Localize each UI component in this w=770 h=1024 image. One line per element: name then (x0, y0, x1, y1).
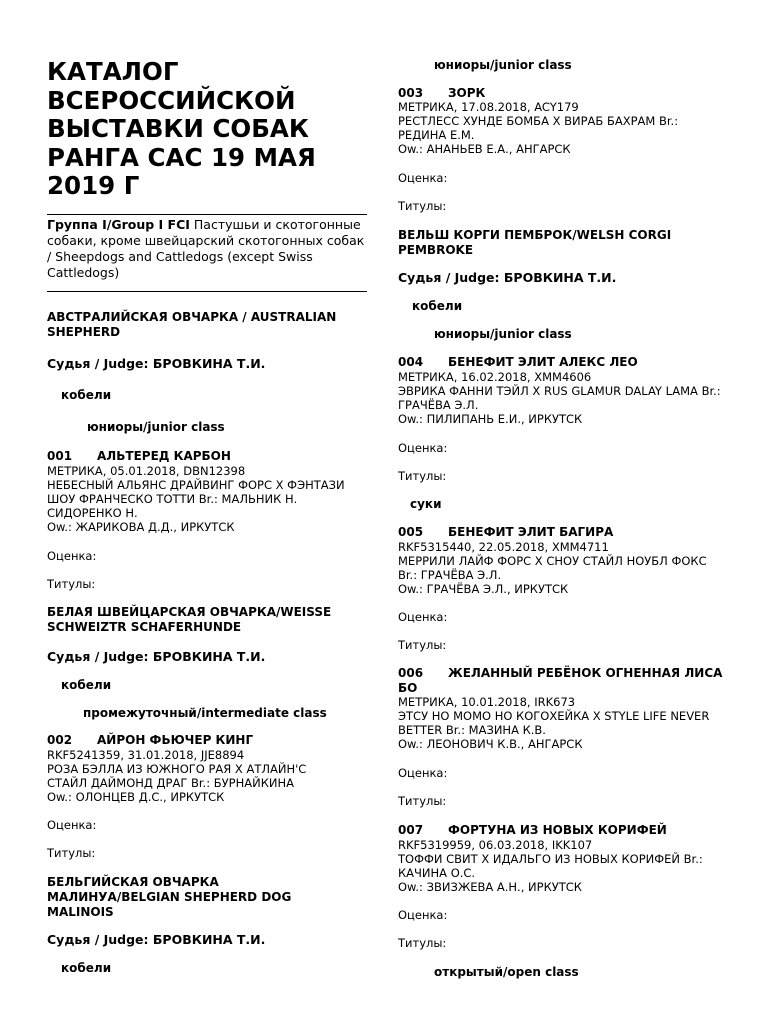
dog-registration: МЕТРИКА, 05.01.2018, DBN12398 (47, 464, 246, 478)
dog-number: 007 (398, 823, 424, 837)
dog-registration: RKF5319959, 06.03.2018, IKK107 (398, 838, 593, 852)
dog-entry-header (398, 666, 728, 696)
dog-registration: МЕТРИКА, 10.01.2018, IRK673 (398, 695, 576, 709)
dog-number: 006 (398, 666, 424, 680)
dog-name: АЛЬТЕРЕД КАРБОН (97, 449, 231, 463)
dog-name: БЕНЕФИТ ЭЛИТ БАГИРА (448, 525, 614, 539)
dog-entry-header (47, 733, 253, 747)
dog-registration: RKF5315440, 22.05.2018, ХММ4711 (398, 540, 609, 554)
dog-pedigree: ТОФФИ СВИТ Х ИДАЛЬГО ИЗ НОВЫХ КОРИФЕЙ Br.: КАЧИНА О.С. (398, 852, 703, 880)
dog-details (398, 370, 728, 426)
dog-details (398, 838, 728, 894)
group-description: Пастушьи и скотогонные собаки, кроме швейцарский скотогонных собак / Sheepdogs and Cattledogs (except Swiss Cattledogs) (47, 217, 365, 280)
dog-number: 001 (47, 449, 73, 463)
dog-details (47, 464, 347, 534)
dog-entry-header (398, 525, 613, 539)
dog-pedigree: РЕСТЛЕСС ХУНДЕ БОМБА Х ВИРАБ БАХРАМ Br.: РЕДИНА Е.М. (398, 114, 679, 142)
sex-heading: кобели (61, 961, 112, 975)
dog-owner: Ow.: ПИЛИПАНЬ Е.И., ИРКУТСК (398, 412, 583, 426)
score-label: Оценка: (398, 441, 448, 455)
dog-name: ФОРТУНА ИЗ НОВЫХ КОРИФЕЙ (448, 823, 667, 837)
dog-owner: Ow.: АНАНЬЕВ Е.А., АНГАРСК (398, 142, 571, 156)
titles-label: Титулы: (47, 577, 96, 591)
score-label: Оценка: (47, 818, 97, 832)
catalog-title: КАТАЛОГ ВСЕРОССИЙСКОЙ ВЫСТАВКИ СОБАК РАНГА САС 19 МАЯ 2019 Г (47, 57, 316, 200)
breed-heading-belgian-malinois: БЕЛЬГИЙСКАЯ ОВЧАРКА МАЛИНУА/BELGIAN SHEPHERD DOG MALINOIS (47, 875, 292, 919)
judge-prefix: Судья / Judge: (47, 356, 149, 371)
dog-name: ЗОРК (448, 86, 486, 100)
dog-name: БЕНЕФИТ ЭЛИТ АЛЕКС ЛЕО (448, 355, 638, 369)
dog-details (398, 695, 728, 751)
breed-heading-australian: АВСТРАЛИЙСКАЯ ОВЧАРКА / AUSTRALIAN SHEPHERD (47, 310, 337, 339)
dog-pedigree: НЕБЕСНЫЙ АЛЬЯНС ДРАЙВИНГ ФОРС Х ФЭНТАЗИ ШОУ ФРАНЧЕСКО ТОТТИ Br.: МАЛЬНИК Н. СИДОРЕНКО Н. (47, 478, 345, 520)
score-label: Оценка: (398, 766, 448, 780)
titles-label: Титулы: (398, 638, 447, 652)
group-rule-top (47, 214, 367, 215)
sex-heading: кобели (412, 299, 463, 313)
dog-pedigree: ЭТСУ НО МОМО НО КОГОХЕЙКА Х STYLE LIFE NEVER BETTER Br.: МАЗИНА К.В. (398, 709, 710, 737)
score-label: Оценка: (47, 549, 97, 563)
sex-heading: кобели (61, 388, 112, 402)
titles-label: Титулы: (398, 469, 447, 483)
dog-name: АЙРОН ФЬЮЧЕР КИНГ (97, 733, 254, 747)
breed-heading-welsh-corgi: ВЕЛЬШ КОРГИ ПЕМБРОК/WELSH CORGI PEMBROKE (398, 228, 672, 257)
group-rule-bottom (47, 291, 367, 292)
dog-number: 004 (398, 355, 424, 369)
sex-heading: суки (410, 497, 442, 511)
dog-pedigree: ЭВРИКА ФАННИ ТЭЙЛ Х RUS GLAMUR DALAY LAMA Br.: ГРАЧЁВА Э.Л. (398, 384, 721, 412)
dog-registration: МЕТРИКА, 16.02.2018, ХММ4606 (398, 370, 592, 384)
dog-number: 003 (398, 86, 424, 100)
titles-label: Титулы: (398, 794, 447, 808)
dog-entry-header (47, 449, 231, 463)
dog-owner: Ow.: ЛЕОНОВИЧ К.В., АНГАРСК (398, 737, 583, 751)
dog-pedigree: РОЗА БЭЛЛА ИЗ ЮЖНОГО РАЯ Х АТЛАЙН'С СТАЙЛ ДАЙМОНД ДРАГ Br.: БУРНАЙКИНА (47, 762, 307, 790)
dog-owner: Ow.: ГРАЧЁВА Э.Л., ИРКУТСК (398, 582, 569, 596)
class-heading: юниоры/junior class (434, 327, 572, 341)
group-heading (47, 217, 369, 281)
dog-pedigree: МЕРРИЛИ ЛАЙФ ФОРС Х СНОУ СТАЙЛ НОУБЛ ФОКС Br.: ГРАЧЁВА Э.Л. (398, 554, 707, 582)
dog-owner: Ow.: ЖАРИКОВА Д.Д., ИРКУТСК (47, 520, 235, 534)
score-label: Оценка: (398, 908, 448, 922)
score-label: Оценка: (398, 171, 448, 185)
judge-line (47, 356, 265, 371)
dog-entry-header (398, 355, 638, 369)
dog-owner: Ow.: ЗВИЗЖЕВА А.Н., ИРКУТСК (398, 880, 582, 894)
score-label: Оценка: (398, 610, 448, 624)
dog-owner: Ow.: ОЛОНЦЕВ Д.С., ИРКУТСК (47, 790, 225, 804)
dog-registration: RKF5241359, 31.01.2018, JJE8894 (47, 748, 245, 762)
dog-entry-header (398, 823, 667, 837)
dog-registration: МЕТРИКА, 17.08.2018, ACY179 (398, 100, 579, 114)
judge-line: Судья / Judge: БРОВКИНА Т.И. (47, 932, 266, 947)
dog-details (47, 748, 347, 804)
titles-label: Титулы: (398, 936, 447, 950)
sex-heading: кобели (61, 678, 112, 692)
class-heading: юниоры/junior class (434, 58, 572, 72)
breed-heading-white-swiss: БЕЛАЯ ШВЕЙЦАРСКАЯ ОВЧАРКА/WEISSE SCHWEIZTR SCHAFERHUNDE (47, 605, 332, 634)
dog-details (398, 100, 728, 156)
class-heading: открытый/open class (434, 965, 579, 979)
judge-line: Судья / Judge: БРОВКИНА Т.И. (398, 270, 617, 285)
dog-number: 002 (47, 733, 73, 747)
titles-label: Титулы: (47, 846, 96, 860)
dog-number: 005 (398, 525, 424, 539)
titles-label: Титулы: (398, 199, 447, 213)
judge-line: Судья / Judge: БРОВКИНА Т.И. (47, 649, 266, 664)
dog-name: ЖЕЛАННЫЙ РЕБЁНОК ОГНЕННАЯ ЛИСА БО (398, 666, 723, 695)
dog-details (398, 540, 728, 596)
dog-entry-header (398, 86, 485, 100)
group-label: Группа I/Group I FCI (47, 217, 190, 232)
class-heading: промежуточный/intermediate class (83, 706, 327, 720)
class-heading: юниоры/junior class (87, 420, 225, 434)
judge-name: БРОВКИНА Т.И. (152, 356, 266, 371)
